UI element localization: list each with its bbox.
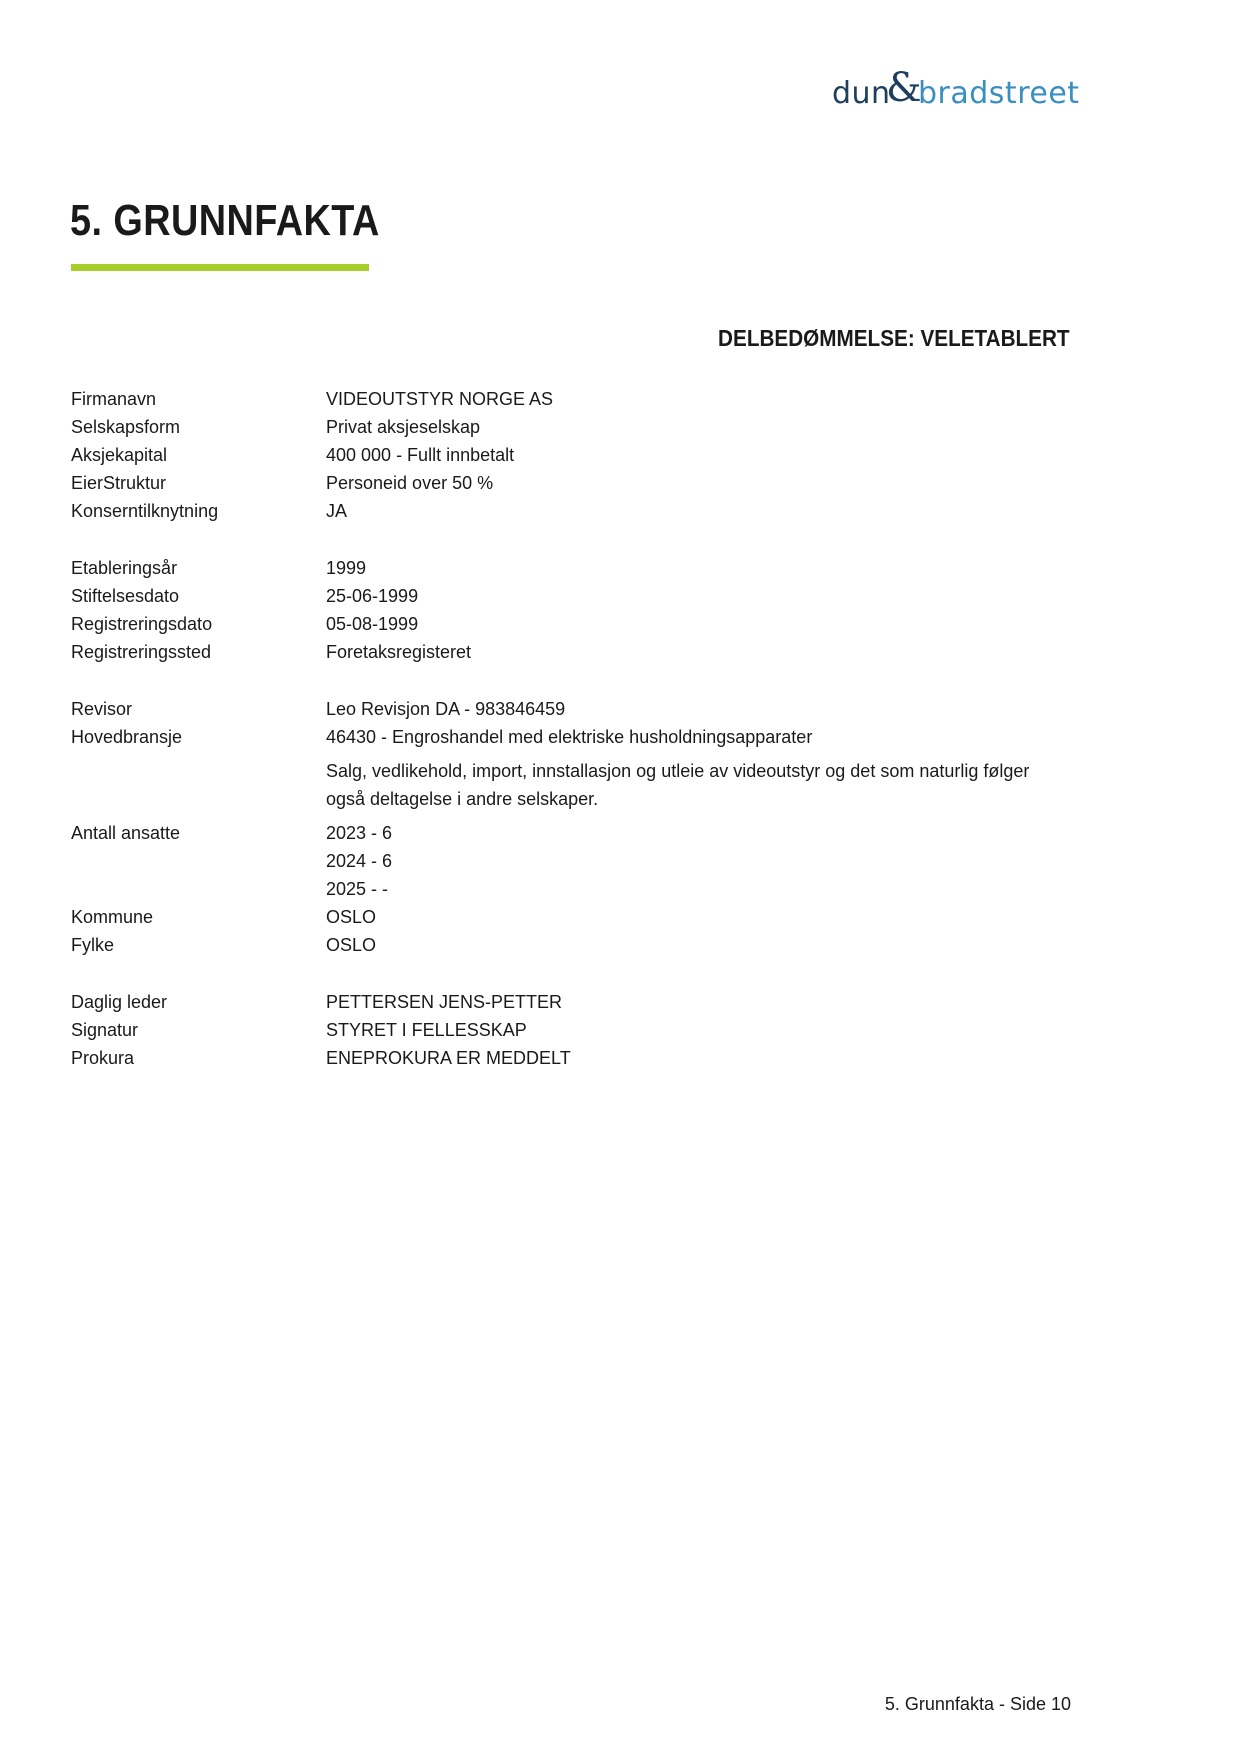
fact-row bbox=[71, 903, 1031, 931]
fact-value: Foretaksregisteret bbox=[326, 642, 472, 662]
fact-label: Aksjekapital bbox=[71, 445, 168, 465]
fact-values bbox=[326, 1044, 1031, 1072]
fact-value: JA bbox=[326, 501, 348, 521]
fact-label: Firmanavn bbox=[71, 389, 157, 409]
fact-row bbox=[71, 1044, 1031, 1072]
fact-value: Personeid over 50 % bbox=[326, 473, 494, 493]
fact-values bbox=[326, 610, 1031, 638]
fact-row bbox=[71, 638, 1031, 666]
fact-label: Kommune bbox=[71, 907, 154, 927]
fact-label: Registreringsdato bbox=[71, 614, 213, 634]
fact-row bbox=[71, 931, 1031, 959]
dun-bradstreet-logo bbox=[832, 65, 1080, 126]
fact-value: 2024 - 6 bbox=[326, 851, 393, 871]
fact-row bbox=[71, 582, 1031, 610]
fact-value: PETTERSEN JENS-PETTER bbox=[326, 992, 563, 1012]
fact-row bbox=[71, 695, 1031, 723]
fact-value: 46430 - Engroshandel med elektriske husholdningsapparater bbox=[326, 727, 813, 747]
fact-row bbox=[71, 554, 1031, 582]
fact-row bbox=[71, 413, 1031, 441]
fact-value: STYRET I FELLESSKAP bbox=[326, 1020, 527, 1040]
fact-row bbox=[71, 385, 1031, 413]
fact-group bbox=[71, 695, 1031, 959]
logo-text-dun: dun bbox=[832, 76, 891, 111]
fact-value: Privat aksjeselskap bbox=[326, 417, 481, 437]
facts-list bbox=[71, 385, 1031, 1101]
fact-value: Leo Revisjon DA - 983846459 bbox=[326, 699, 566, 719]
fact-group bbox=[71, 385, 1031, 525]
fact-values bbox=[326, 469, 1031, 497]
fact-value: ENEPROKURA ER MEDDELT bbox=[326, 1048, 571, 1068]
section-title: 5. GRUNNFAKTA bbox=[70, 196, 380, 245]
fact-row bbox=[71, 723, 1031, 819]
fact-values bbox=[326, 497, 1031, 525]
fact-label: Etableringsår bbox=[71, 558, 178, 578]
fact-row bbox=[71, 1016, 1031, 1044]
fact-label: Revisor bbox=[71, 699, 133, 719]
fact-values bbox=[326, 385, 1031, 413]
fact-label: Prokura bbox=[71, 1048, 135, 1068]
fact-label: Stiftelsesdato bbox=[71, 586, 180, 606]
fact-values bbox=[326, 988, 1031, 1016]
fact-value: VIDEOUTSTYR NORGE AS bbox=[326, 389, 554, 409]
fact-value: 25-06-1999 bbox=[326, 586, 419, 606]
fact-values bbox=[326, 413, 1031, 441]
fact-row bbox=[71, 441, 1031, 469]
fact-label: Fylke bbox=[71, 935, 115, 955]
fact-value: 05-08-1999 bbox=[326, 614, 419, 634]
fact-label: Antall ansatte bbox=[71, 823, 181, 843]
fact-label: Hovedbransje bbox=[71, 727, 183, 747]
logo-ampersand: & bbox=[886, 65, 923, 111]
fact-group bbox=[71, 988, 1031, 1072]
fact-row bbox=[71, 819, 1031, 903]
fact-group bbox=[71, 554, 1031, 666]
fact-values bbox=[326, 1016, 1031, 1044]
fact-row bbox=[71, 497, 1031, 525]
fact-value: OSLO bbox=[326, 907, 377, 927]
fact-value: 400 000 - Fullt innbetalt bbox=[326, 445, 515, 465]
fact-value: 2025 - - bbox=[326, 879, 389, 899]
rating-heading: DELBEDØMMELSE: VELETABLERT bbox=[718, 325, 1070, 351]
fact-label: Daglig leder bbox=[71, 992, 168, 1012]
fact-row bbox=[71, 610, 1031, 638]
fact-values bbox=[326, 638, 1031, 666]
fact-values bbox=[326, 441, 1031, 469]
fact-value: 1999 bbox=[326, 558, 367, 578]
fact-value: 2023 - 6 bbox=[326, 823, 393, 843]
fact-values bbox=[326, 931, 1031, 959]
fact-values bbox=[326, 582, 1031, 610]
fact-values bbox=[326, 723, 1046, 819]
page-footer: 5. Grunnfakta - Side 10 bbox=[884, 1694, 1071, 1714]
fact-values bbox=[326, 695, 1031, 723]
fact-values bbox=[326, 903, 1031, 931]
logo-text-bradstreet: bradstreet bbox=[918, 76, 1080, 111]
title-underline bbox=[71, 264, 369, 271]
fact-values bbox=[326, 819, 1031, 903]
fact-label: Selskapsform bbox=[71, 417, 181, 437]
fact-label: EierStruktur bbox=[71, 473, 167, 493]
fact-label: Konserntilknytning bbox=[71, 501, 219, 521]
fact-description: Salg, vedlikehold, import, innstallasjon og utleie av videoutstyr og det som naturlig følger også deltagelse i andre selskaper. bbox=[326, 761, 1030, 809]
fact-row bbox=[71, 469, 1031, 497]
fact-label: Signatur bbox=[71, 1020, 139, 1040]
fact-row bbox=[71, 988, 1031, 1016]
fact-value: OSLO bbox=[326, 935, 377, 955]
fact-label: Registreringssted bbox=[71, 642, 212, 662]
fact-values bbox=[326, 554, 1031, 582]
